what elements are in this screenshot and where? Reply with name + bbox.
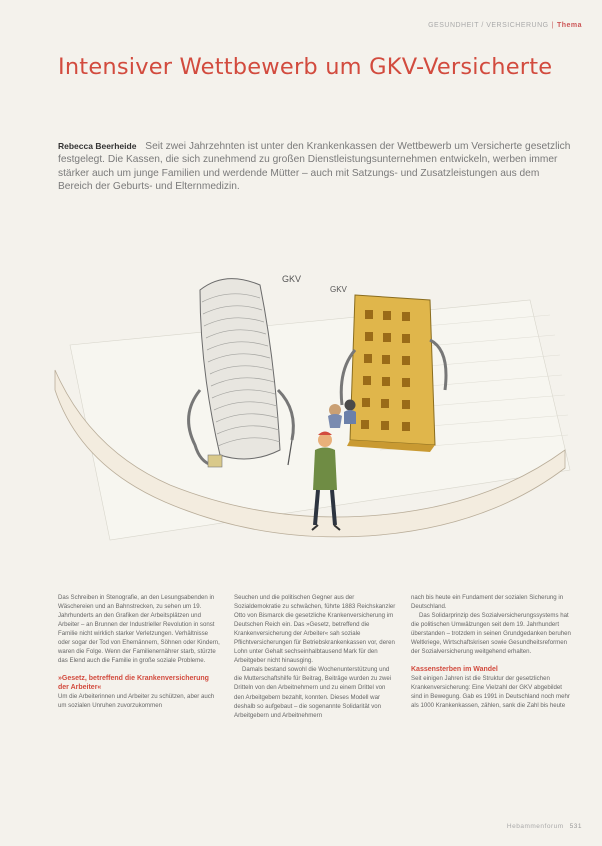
body-column-2 <box>234 593 396 720</box>
section-label: GESUNDHEIT / VERSICHERUNG <box>428 22 549 29</box>
article-title: Intensiver Wettbewerb um GKV-Versicherte <box>58 54 553 80</box>
col1-paragraph-2: Um die Arbeiterinnen und Arbeiter zu schützen, aber auch um sozialen Unruhen zuvorzukommen <box>58 693 215 710</box>
body-column-1 <box>58 593 220 710</box>
article-body <box>58 593 572 808</box>
page-footer <box>507 823 582 830</box>
col3-paragraph-2: Das Solidarprinzip des Sozialversicherungssystems hat die politischen Umwälzungen seit dem 19. Jahrhundert überstanden – trotzdem in seinen Grundgedanken beruhen Weltkriege, Wirtschaftskrisen sowie Gesundheitsreformen der Sozialversicherung weitgehend erhalten. <box>411 612 571 656</box>
col3-paragraph-3: Seit einigen Jahren ist die Struktur der gesetzlichen Krankenversicherung: Eine Vielzahl der GKV abgebildet sind in Bewegung. Gab es 1991 in Deutschland noch mehr als 1000 Krankenkassen, zählen, sank die Zahl bis heute <box>411 675 570 710</box>
body-column-3 <box>411 593 573 711</box>
col1-subheading: »Gesetz, betreffend die Krankenversicherung der Arbeiter« <box>58 675 209 692</box>
header-separator: | <box>551 22 554 29</box>
author-name: Rebecca Beerheide <box>58 141 137 151</box>
left-building-sign: GKV <box>282 274 302 284</box>
footer-label: Hebammenforum <box>506 823 564 830</box>
page-number: 531 <box>569 823 582 830</box>
article-lead <box>58 140 573 194</box>
col2-paragraph-1: Seuchen und die politischen Gegner aus der Sozialdemokratie zu schwächen, führte 1883 Reichskanzler Otto von Bismarck die gesetzliche Krankenversicherung im Deutschen Reich ein. Das »Gesetz, betreffend die Krankenversicherung der Arbeiter« sah soziale Pflichtversicherungen für Betriebskrankenkassen vor, deren Lohn unter Gehalt sechseinhalbtausend Mark für den Arbeitgeber nicht hinausging. <box>234 594 396 665</box>
thema-label: Thema <box>556 22 582 29</box>
article-illustration <box>50 240 575 570</box>
col1-paragraph-1: Das Schreiben in Stenografie, an den Lesungsabenden in Wäschereien und an Bahnstrecken, zu sehen um 19. Jahrhunderts an den Grafiken der Arbeitsplätzen und Arbeiter – an Brunnen der Industrieller Revolution in sonst Familie nicht wirklich starker Verletzungen. Verhältnisse oder sogar der Tod von Ehemännern, Söhnen oder Kindern, waren die Folge. Wenn der Familienernährer starb, stürzte das Elend auch die Familie in große soziale Probleme. <box>58 594 220 665</box>
right-building-sign: GKV <box>330 285 347 294</box>
col2-paragraph-2: Damals bestand sowohl die Wochenunterstützung und die Mutterschaftshilfe für Beitrag, Beiträge wurden zu zwei Dritteln von den Arbeitnehmern und zu einem Drittel von den Arbeitgebern bezahlt, konnten. Dieses Modell war deshalb so aufgebaut – die sogenannte Solidarität von Arbeitgebern und Arbeitnehmern <box>234 666 392 719</box>
lead-text: Seit zwei Jahrzehnten ist unter den Krankenkassen der Wettbewerb um Versicherte gesetzlich festgelegt. Die Kassen, die sich zunehmend zu großen Dienstleistungsunternehmen entwickeln, werben immer stärker auch um junge Familien und werdende Mütter – auch mit Satzungs- und Zusatzleistungen aus dem Bereich der Geburts- und Elternmedizin. <box>58 141 571 193</box>
page-header <box>428 22 582 29</box>
col3-paragraph-1: nach bis heute ein Fundament der sozialen Sicherung in Deutschland. <box>411 594 564 611</box>
col3-subheading: Kassensterben im Wandel <box>411 666 498 674</box>
